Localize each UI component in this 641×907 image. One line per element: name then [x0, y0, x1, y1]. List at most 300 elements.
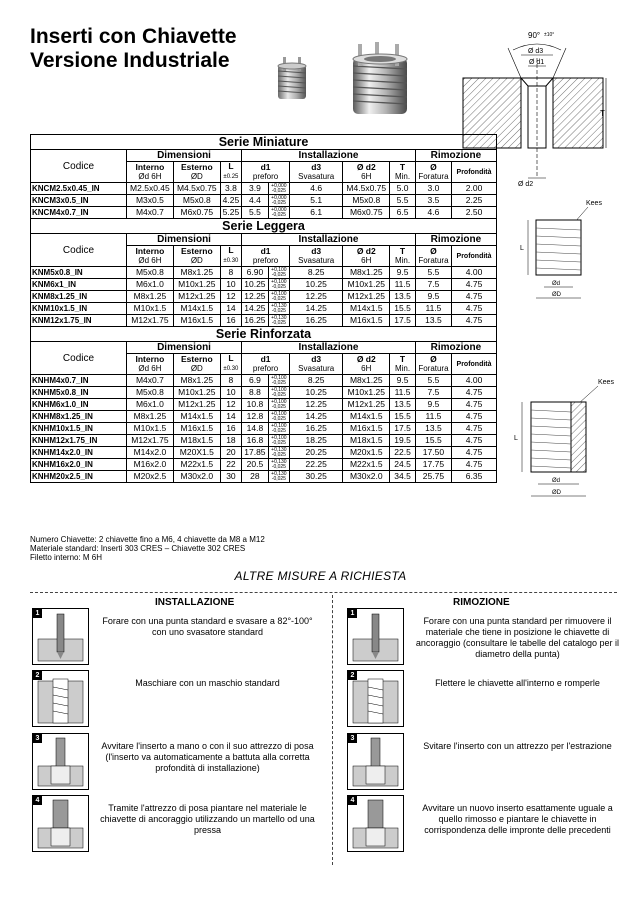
cell-esterno: M16x1.5 — [173, 315, 220, 327]
cell-tolerance: +0,000 -0,025 — [268, 207, 289, 219]
cell-foratura: 9.5 — [415, 399, 451, 411]
cell-d3: 12.25 — [290, 291, 343, 303]
D-label-2: ØD — [552, 490, 561, 496]
header-foratura: Ø Foratura — [415, 354, 451, 375]
cell-d3: 8.25 — [290, 267, 343, 279]
cell-d3: 22.25 — [290, 459, 343, 471]
rimozione-step-1-image — [347, 608, 404, 665]
cell-foratura: 13.5 — [415, 423, 451, 435]
step-number: 4 — [33, 796, 42, 805]
cell-L: 5.25 — [220, 207, 241, 219]
installazione-step-2-image — [32, 670, 89, 727]
cell-d2: M14x1.5 — [343, 303, 390, 315]
header-d1: d1 preforo — [242, 162, 290, 183]
cell-foratura: 7.5 — [415, 387, 451, 399]
cell-code: KNM10x1.5_IN — [31, 303, 127, 315]
header-profondita: Profondità — [452, 354, 497, 375]
table-row — [31, 291, 497, 303]
cell-tolerance: +0,100 -0,025 — [268, 411, 289, 423]
cell-foratura: 3.0 — [415, 183, 451, 195]
cell-d2: M30x2.0 — [343, 471, 390, 483]
cell-profondita: 4.75 — [452, 279, 497, 291]
insert-drawing-reinforced — [506, 372, 626, 502]
cell-T: 9.5 — [390, 267, 416, 279]
header-profondita: Profondità — [452, 246, 497, 267]
installation-heading: INSTALLAZIONE — [155, 597, 235, 608]
cell-d3: 6.1 — [290, 207, 343, 219]
header-L: L ±0.30 — [220, 354, 241, 375]
cell-foratura: 25.75 — [415, 471, 451, 483]
cell-tolerance: +0,000 -0,025 — [268, 183, 289, 195]
cell-profondita: 4.75 — [452, 447, 497, 459]
note-line-3: Filetto interno: M 6H — [30, 553, 103, 562]
cell-esterno: M6x0.75 — [173, 207, 220, 219]
cell-d3: 10.25 — [290, 387, 343, 399]
cell-d1: 10.25 — [242, 279, 269, 291]
table-row — [31, 315, 497, 327]
installazione-step-3-text: Avvitare l'inserto a mano o con il suo attrezzo di posa (l'inserto va automaticamente a battuta alla corretta profondità di installazione) — [101, 741, 314, 773]
cell-L: 10 — [220, 279, 241, 291]
header-codice: Codice — [31, 150, 127, 183]
installazione-step-4-text: Tramite l'attrezzo di posa piantare nel materiale le chiavette di ancoraggio utilizzando un martello od una pressa — [100, 803, 315, 835]
D-label-1: ØD — [552, 292, 561, 298]
cell-d3: 14.25 — [290, 411, 343, 423]
section-divider — [30, 592, 617, 593]
cell-esterno: M12x1.25 — [173, 399, 220, 411]
cell-interno: M12x1.75 — [126, 315, 173, 327]
cell-L: 12 — [220, 399, 241, 411]
cell-interno: M5x0.8 — [126, 387, 173, 399]
cell-d3: 14.25 — [290, 303, 343, 315]
cell-foratura: 17.50 — [415, 447, 451, 459]
cell-tolerance: +0,130 -0,025 — [268, 315, 289, 327]
other-sizes-note: ALTRE MISURE A RICHIESTA — [234, 569, 407, 583]
cell-T: 13.5 — [390, 399, 416, 411]
cell-d1: 12.8 — [242, 411, 269, 423]
title-line-1: Inserti con Chiavette — [30, 25, 237, 48]
cell-d2: M14x1.5 — [343, 411, 390, 423]
rimozione-step-2-image — [347, 670, 404, 727]
cell-interno: M6x1.0 — [126, 399, 173, 411]
cell-L: 18 — [220, 435, 241, 447]
cell-d2: M10x1.25 — [343, 279, 390, 291]
header-T: T Min. — [390, 246, 416, 267]
cell-esterno: M16x1.5 — [173, 423, 220, 435]
cell-tolerance: +0,100 -0,025 — [268, 279, 289, 291]
cell-esterno: M8x1.25 — [173, 267, 220, 279]
d1-label: Ø d1 — [529, 59, 545, 66]
cell-d2: M10x1.25 — [343, 387, 390, 399]
cell-tolerance: +0,130 -0,025 — [268, 459, 289, 471]
cell-foratura: 13.5 — [415, 315, 451, 327]
cell-d3: 16.25 — [290, 423, 343, 435]
cell-d2: M8x1.25 — [343, 375, 390, 387]
cell-profondita: 4.75 — [452, 315, 497, 327]
cell-esterno: M30x2.0 — [173, 471, 220, 483]
cell-L: 14 — [220, 303, 241, 315]
installazione-step-1-text: Forare con una punta standard e svasare a 82°-100° con uno svasatore standard — [102, 616, 313, 637]
cell-L: 22 — [220, 459, 241, 471]
cell-T: 11.5 — [390, 279, 416, 291]
step-number: 3 — [33, 734, 42, 743]
cell-code: KNHM5x0.8_IN — [31, 387, 127, 399]
cell-interno: M10x1.5 — [126, 423, 173, 435]
cell-interno: M6x1.0 — [126, 279, 173, 291]
header-rimozione: Rimozione — [415, 150, 496, 162]
cell-d2: M16x1.5 — [343, 423, 390, 435]
angle-label: 90° — [528, 31, 541, 40]
rimozione-step-4-text: Avvitare un nuovo inserto esattamente uguale a quello rimosso e piantare le chiavette in corrispondenza delle impronte delle precedenti — [422, 803, 613, 835]
cell-code: KNM6x1_IN — [31, 279, 127, 291]
cell-interno: M20x2.5 — [126, 471, 173, 483]
cell-tolerance: +0,100 -0,025 — [268, 291, 289, 303]
cell-T: 24.5 — [390, 459, 416, 471]
note-line-1: Numero Chiavette: 2 chiavette fino a M6, 4 chiavette da M8 a M12 — [30, 535, 265, 544]
cell-code: KNHM6x1.0_IN — [31, 399, 127, 411]
header-d2: Ø d2 6H — [343, 246, 390, 267]
step-number: 2 — [33, 671, 42, 680]
cell-interno: M14x2.0 — [126, 447, 173, 459]
cell-d2: M16x1.5 — [343, 315, 390, 327]
cell-d1: 3.9 — [242, 183, 269, 195]
cell-code: KNHM4x0.7_IN — [31, 375, 127, 387]
cell-d3: 20.25 — [290, 447, 343, 459]
large-insert-image — [345, 42, 415, 120]
cell-tolerance: +0,130 -0,025 — [268, 447, 289, 459]
header-d2: Ø d2 6H — [343, 354, 390, 375]
page-title — [30, 25, 237, 73]
cell-foratura: 3.5 — [415, 195, 451, 207]
cell-profondita: 4.00 — [452, 375, 497, 387]
cell-code: KNCM2.5x0.45_IN — [31, 183, 127, 195]
cell-esterno: M12x1.25 — [173, 291, 220, 303]
cell-tolerance: +0,100 -0,025 — [268, 387, 289, 399]
cell-interno: M8x1.25 — [126, 411, 173, 423]
table-row — [31, 267, 497, 279]
cell-tolerance: +0,130 -0,025 — [268, 303, 289, 315]
cell-d3: 16.25 — [290, 315, 343, 327]
header-d3: d3 Svasatura — [290, 162, 343, 183]
table-row — [31, 195, 497, 207]
installazione-step-2-text: Maschiare con un maschio standard — [135, 678, 280, 688]
rimozione-step-2-text: Flettere le chiavette all'interno e romperle — [435, 678, 600, 688]
cell-L: 4.25 — [220, 195, 241, 207]
table-row — [31, 279, 497, 291]
d3-label: Ø d3 — [528, 48, 544, 55]
cell-d3: 5.1 — [290, 195, 343, 207]
rimozione-step-3-image — [347, 733, 404, 790]
cell-foratura: 7.5 — [415, 279, 451, 291]
cell-T: 34.5 — [390, 471, 416, 483]
cell-esterno: M14x1.5 — [173, 303, 220, 315]
header-interno: Interno Ød 6H — [126, 162, 173, 183]
cell-d3: 10.25 — [290, 279, 343, 291]
table-row — [31, 375, 497, 387]
column-divider — [332, 595, 333, 865]
cell-T: 19.5 — [390, 435, 416, 447]
header-esterno: Esterno ØD — [173, 354, 220, 375]
cell-tolerance: +0,100 -0,025 — [268, 423, 289, 435]
installazione-step-1-image — [32, 608, 89, 665]
cell-profondita: 4.75 — [452, 459, 497, 471]
header-esterno: Esterno ØD — [173, 246, 220, 267]
cell-d2: M18x1.5 — [343, 435, 390, 447]
cell-T: 9.5 — [390, 375, 416, 387]
header-foratura: Ø Foratura — [415, 246, 451, 267]
table-row — [31, 303, 497, 315]
table-row — [31, 459, 497, 471]
cell-interno: M12x1.75 — [126, 435, 173, 447]
step-number: 2 — [348, 671, 357, 680]
cell-d2: M4.5x0.75 — [343, 183, 390, 195]
cell-profondita: 4.75 — [452, 411, 497, 423]
cell-d2: M6x0.75 — [343, 207, 390, 219]
d2-label: Ø d2 — [518, 181, 534, 188]
installazione-step-4-image — [32, 795, 89, 852]
cell-d1: 14.8 — [242, 423, 269, 435]
cell-T: 5.5 — [390, 195, 416, 207]
header-L: L ±0.25 — [220, 162, 241, 183]
cell-profondita: 4.75 — [452, 435, 497, 447]
cell-d2: M5x0.8 — [343, 195, 390, 207]
step-number: 3 — [348, 734, 357, 743]
cell-T: 5.0 — [390, 183, 416, 195]
cell-profondita: 2.00 — [452, 183, 497, 195]
kees-label-1: Kees — [586, 200, 602, 207]
cell-L: 12 — [220, 291, 241, 303]
cell-d1: 4.4 — [242, 195, 269, 207]
header-interno: Interno Ød 6H — [126, 354, 173, 375]
rimozione-step-4-image — [347, 795, 404, 852]
cell-code: KNM5x0.8_IN — [31, 267, 127, 279]
table-row — [31, 411, 497, 423]
cell-d3: 30.25 — [290, 471, 343, 483]
header-d3: d3 Svasatura — [290, 246, 343, 267]
cell-L: 14 — [220, 411, 241, 423]
cell-code: KNCM3x0.5_IN — [31, 195, 127, 207]
rimozione-step-1-text: Forare con una punta standard per rimuovere il materiale che tiene in posizione le chiavette di ancoraggio (consultare le tabelle del catalogo per il diametro della punta) — [415, 616, 620, 659]
cell-profondita: 2.50 — [452, 207, 497, 219]
table-row — [31, 447, 497, 459]
L-label-1: L — [520, 245, 524, 252]
cell-d1: 14.25 — [242, 303, 269, 315]
cell-d1: 12.25 — [242, 291, 269, 303]
cell-profondita: 4.75 — [452, 423, 497, 435]
table-row — [31, 399, 497, 411]
header-T: T Min. — [390, 162, 416, 183]
cell-tolerance: +0,130 -0,025 — [268, 471, 289, 483]
cell-d1: 20.5 — [242, 459, 269, 471]
header-installazione: Installazione — [242, 150, 416, 162]
cell-code: KNM8x1.25_IN — [31, 291, 127, 303]
cell-T: 17.5 — [390, 423, 416, 435]
table-row — [31, 387, 497, 399]
cell-profondita: 6.35 — [452, 471, 497, 483]
table-row — [31, 435, 497, 447]
cell-d3: 18.25 — [290, 435, 343, 447]
cell-T: 6.5 — [390, 207, 416, 219]
step-number: 1 — [348, 609, 357, 618]
cell-interno: M4x0.7 — [126, 375, 173, 387]
cell-interno: M4x0.7 — [126, 207, 173, 219]
d-label-2: Ød — [552, 478, 561, 484]
cell-foratura: 5.5 — [415, 375, 451, 387]
cell-esterno: M18x1.5 — [173, 435, 220, 447]
cell-T: 17.5 — [390, 315, 416, 327]
cell-foratura: 15.5 — [415, 435, 451, 447]
cell-d2: M20x1.5 — [343, 447, 390, 459]
cell-T: 15.5 — [390, 411, 416, 423]
header-codice: Codice — [31, 342, 127, 375]
cell-d1: 6.90 — [242, 267, 269, 279]
cell-code: KNHM8x1.25_IN — [31, 411, 127, 423]
header-installazione: Installazione — [242, 342, 416, 354]
header-profondita: Profondità — [452, 162, 497, 183]
cell-code: KNHM12x1.75_IN — [31, 435, 127, 447]
header-esterno: Esterno ØD — [173, 162, 220, 183]
cell-d2: M22x1.5 — [343, 459, 390, 471]
cell-d3: 8.25 — [290, 375, 343, 387]
cell-L: 10 — [220, 387, 241, 399]
cell-tolerance: +0,100 -0,025 — [268, 399, 289, 411]
cell-foratura: 5.5 — [415, 267, 451, 279]
cell-foratura: 9.5 — [415, 291, 451, 303]
cell-T: 22.5 — [390, 447, 416, 459]
depth-label: T — [600, 109, 605, 118]
angle-tolerance: ±10° — [544, 32, 555, 38]
cell-interno: M8x1.25 — [126, 291, 173, 303]
cell-tolerance: +0,100 -0,025 — [268, 375, 289, 387]
cell-d1: 17.85 — [242, 447, 269, 459]
cell-esterno: M20X1.5 — [173, 447, 220, 459]
cell-foratura: 11.5 — [415, 411, 451, 423]
cell-interno: M3x0.5 — [126, 195, 173, 207]
cell-L: 3.8 — [220, 183, 241, 195]
header-T: T Min. — [390, 354, 416, 375]
table-row — [31, 471, 497, 483]
cell-d1: 16.8 — [242, 435, 269, 447]
step-number: 4 — [348, 796, 357, 805]
cell-d2: M12x1.25 — [343, 291, 390, 303]
cell-code: KNHM20x2.5_IN — [31, 471, 127, 483]
cell-tolerance: +0,100 -0,025 — [268, 435, 289, 447]
cell-foratura: 4.6 — [415, 207, 451, 219]
cell-code: KNHM14x2.0_IN — [31, 447, 127, 459]
cell-esterno: M10x1.25 — [173, 387, 220, 399]
cell-L: 8 — [220, 267, 241, 279]
cell-interno: M16x2.0 — [126, 459, 173, 471]
cell-esterno: M4.5x0.75 — [173, 183, 220, 195]
spec-table — [30, 134, 497, 483]
installazione-step-3-image — [32, 733, 89, 790]
L-label-2: L — [514, 435, 518, 442]
cell-L: 16 — [220, 423, 241, 435]
section-title: Serie Miniature — [31, 135, 497, 150]
cell-interno: M2.5x0.45 — [126, 183, 173, 195]
cell-esterno: M8x1.25 — [173, 375, 220, 387]
cell-profondita: 4.75 — [452, 291, 497, 303]
header-rimozione: Rimozione — [415, 342, 496, 354]
cell-profondita: 4.00 — [452, 267, 497, 279]
cell-T: 11.5 — [390, 387, 416, 399]
rimozione-step-3-text: Svitare l'inserto con un attrezzo per l'estrazione — [423, 741, 612, 751]
cell-tolerance: +0,100 -0,025 — [268, 267, 289, 279]
table-row — [31, 207, 497, 219]
header-rimozione: Rimozione — [415, 234, 496, 246]
cell-L: 20 — [220, 447, 241, 459]
cell-profondita: 4.75 — [452, 387, 497, 399]
header-dimensioni: Dimensioni — [126, 342, 241, 354]
cell-d2: M12x1.25 — [343, 399, 390, 411]
cell-esterno: M14x1.5 — [173, 411, 220, 423]
step-number: 1 — [33, 609, 42, 618]
header-d1: d1 preforo — [242, 354, 290, 375]
header-codice: Codice — [31, 234, 127, 267]
header-dimensioni: Dimensioni — [126, 150, 241, 162]
cell-esterno: M5x0.8 — [173, 195, 220, 207]
cell-profondita: 4.75 — [452, 399, 497, 411]
cell-interno: M5x0.8 — [126, 267, 173, 279]
cell-d1: 6.9 — [242, 375, 269, 387]
table-row — [31, 183, 497, 195]
title-line-2: Versione Industriale — [30, 49, 230, 72]
insert-drawing-miniature — [506, 195, 626, 305]
cell-foratura: 11.5 — [415, 303, 451, 315]
cell-d1: 8.8 — [242, 387, 269, 399]
kees-label-2: Kees — [598, 379, 614, 386]
cell-tolerance: +0,000 -0,025 — [268, 195, 289, 207]
cell-d3: 12.25 — [290, 399, 343, 411]
cell-foratura: 17.75 — [415, 459, 451, 471]
cell-code: KNM12x1.75_IN — [31, 315, 127, 327]
header-dimensioni: Dimensioni — [126, 234, 241, 246]
section-title: Serie Leggera — [31, 219, 497, 234]
removal-heading: RIMOZIONE — [453, 597, 510, 608]
cell-d2: M8x1.25 — [343, 267, 390, 279]
cell-d1: 28 — [242, 471, 269, 483]
cell-L: 16 — [220, 315, 241, 327]
cell-d3: 4.6 — [290, 183, 343, 195]
cell-d1: 10.8 — [242, 399, 269, 411]
header-d1: d1 preforo — [242, 246, 290, 267]
cell-code: KNHM16x2.0_IN — [31, 459, 127, 471]
header-installazione: Installazione — [242, 234, 416, 246]
cell-T: 13.5 — [390, 291, 416, 303]
d-label-1: Ød — [552, 281, 561, 287]
cell-esterno: M22x1.5 — [173, 459, 220, 471]
header-foratura: Ø Foratura — [415, 162, 451, 183]
cell-profondita: 2.25 — [452, 195, 497, 207]
cell-d1: 5.5 — [242, 207, 269, 219]
header-d3: d3 Svasatura — [290, 354, 343, 375]
cell-L: 30 — [220, 471, 241, 483]
header-interno: Interno Ød 6H — [126, 246, 173, 267]
small-insert-image — [272, 55, 312, 105]
cell-code: KNCM4x0.7_IN — [31, 207, 127, 219]
cell-code: KNHM10x1.5_IN — [31, 423, 127, 435]
cell-L: 8 — [220, 375, 241, 387]
cell-profondita: 4.75 — [452, 303, 497, 315]
header-L: L ±0.30 — [220, 246, 241, 267]
section-title: Serie Rinforzata — [31, 327, 497, 342]
header-d2: Ø d2 6H — [343, 162, 390, 183]
notes — [30, 535, 265, 562]
cell-T: 15.5 — [390, 303, 416, 315]
table-row — [31, 423, 497, 435]
cell-esterno: M10x1.25 — [173, 279, 220, 291]
cell-interno: M10x1.5 — [126, 303, 173, 315]
note-line-2: Materiale standard: Inserti 303 CRES – Chiavette 302 CRES — [30, 544, 246, 553]
